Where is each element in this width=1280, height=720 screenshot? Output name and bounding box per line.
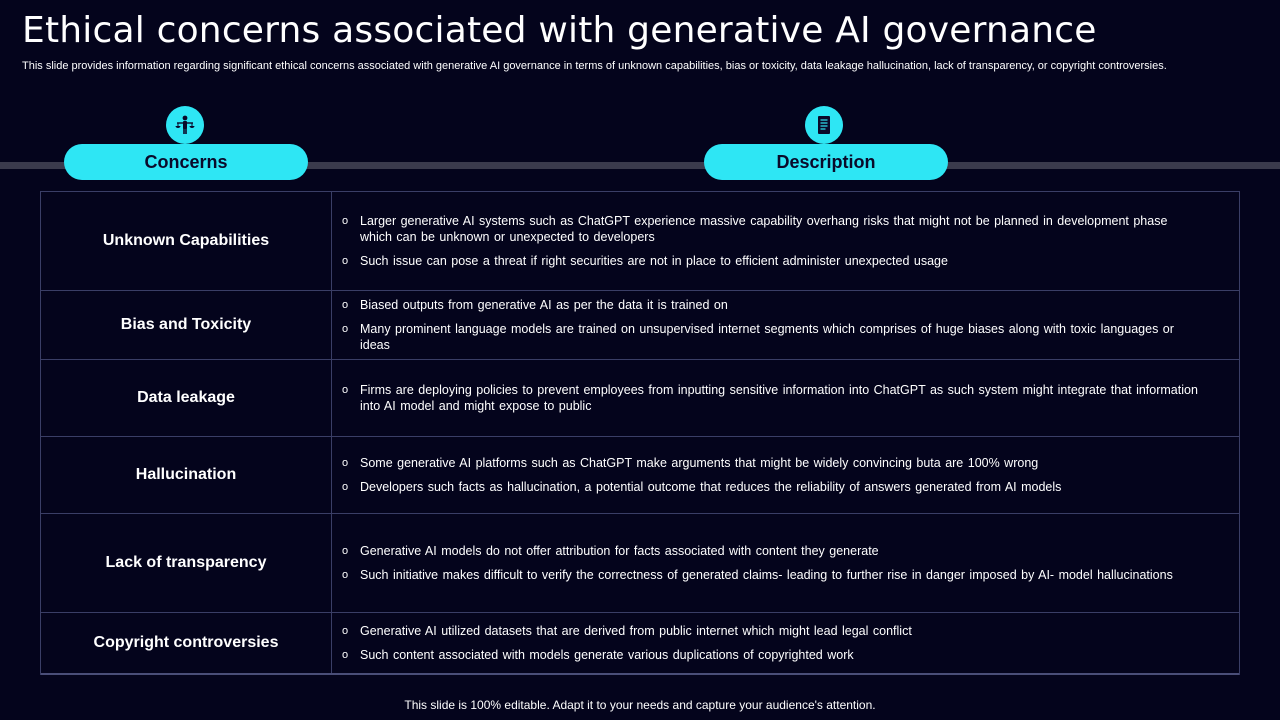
table-row [41,613,1239,675]
description-cell [332,514,1239,612]
bullet-circle-icon: o [342,384,349,396]
concerns-header: Concerns [64,144,308,180]
concern-label: Unknown Capabilities [41,192,332,290]
bullet-circle-icon: o [342,299,349,311]
concerns-table [40,191,1240,675]
description-header: Description [704,144,948,180]
bullet-text: Developers such facts as hallucination, a potential outcome that reduces the reliability of answers generated from AI models [360,480,1062,494]
document-icon [805,106,843,144]
bullet-circle-icon: o [342,649,349,661]
bullet-text: Generative AI models do not offer attribution for facts associated with content they generate [360,544,879,558]
bullet-circle-icon: o [342,215,349,227]
bullet-text: Many prominent language models are trained on unsupervised internet segments which comprises of huge biases along with toxic languages or ideas [360,322,1174,352]
person-balance-icon [166,106,204,144]
description-bullet [342,623,1203,639]
page-title: Ethical concerns associated with generative AI governance [22,10,1097,51]
bullet-circle-icon: o [342,457,349,469]
bullet-circle-icon: o [342,569,349,581]
concern-label: Bias and Toxicity [41,291,332,359]
description-bullet [342,382,1203,414]
bullet-circle-icon: o [342,255,349,267]
table-row [41,360,1239,437]
bullet-text: Some generative AI platforms such as ChatGPT make arguments that might be widely convincing buta are 100% wrong [360,456,1039,470]
description-bullet [342,455,1203,471]
bullet-circle-icon: o [342,545,349,557]
description-bullet [342,321,1203,353]
description-bullet [342,567,1203,583]
concern-label: Copyright controversies [41,613,332,673]
description-bullet [342,479,1203,495]
bullet-circle-icon: o [342,625,349,637]
bullet-text: Firms are deploying policies to prevent employees from inputting sensitive information into ChatGPT as such system might integrate that information into AI model and might expose to public [360,383,1198,413]
description-bullet [342,297,1203,313]
description-cell [332,360,1239,436]
concern-label: Hallucination [41,437,332,513]
bullet-text: Generative AI utilized datasets that are derived from public internet which might lead legal conflict [360,624,912,638]
bullet-text: Such initiative makes difficult to verify the correctness of generated claims- leading to further rise in danger imposed by AI- model hallucinations [360,568,1173,582]
table-row [41,291,1239,360]
bullet-text: Biased outputs from generative AI as per the data it is trained on [360,298,728,312]
description-bullet [342,647,1203,663]
description-bullet [342,543,1203,559]
description-cell [332,192,1239,290]
description-cell [332,613,1239,673]
description-bullet [342,253,1203,269]
concern-label: Data leakage [41,360,332,436]
concern-label: Lack of transparency [41,514,332,612]
bullet-text: Such content associated with models generate various duplications of copyrighted work [360,648,854,662]
bullet-circle-icon: o [342,481,349,493]
bullet-text: Such issue can pose a threat if right securities are not in place to efficient administer unexpected usage [360,254,948,268]
description-bullet [342,213,1203,245]
table-row [41,514,1239,613]
bullet-circle-icon: o [342,323,349,335]
table-row [41,192,1239,291]
bullet-text: Larger generative AI systems such as ChatGPT experience massive capability overhang risks that might not be planned in development phase which can be unknown or unexpected to developers [360,214,1168,244]
description-cell [332,291,1239,359]
description-cell [332,437,1239,513]
page-subtitle: This slide provides information regarding significant ethical concerns associated with generative AI governance in terms of unknown capabilities, bias or toxicity, data leakage hallucination, lack of transparency, or copyright controversies. [22,60,1167,72]
table-row [41,437,1239,514]
footer-note: This slide is 100% editable. Adapt it to your needs and capture your audience's attention. [404,698,876,712]
